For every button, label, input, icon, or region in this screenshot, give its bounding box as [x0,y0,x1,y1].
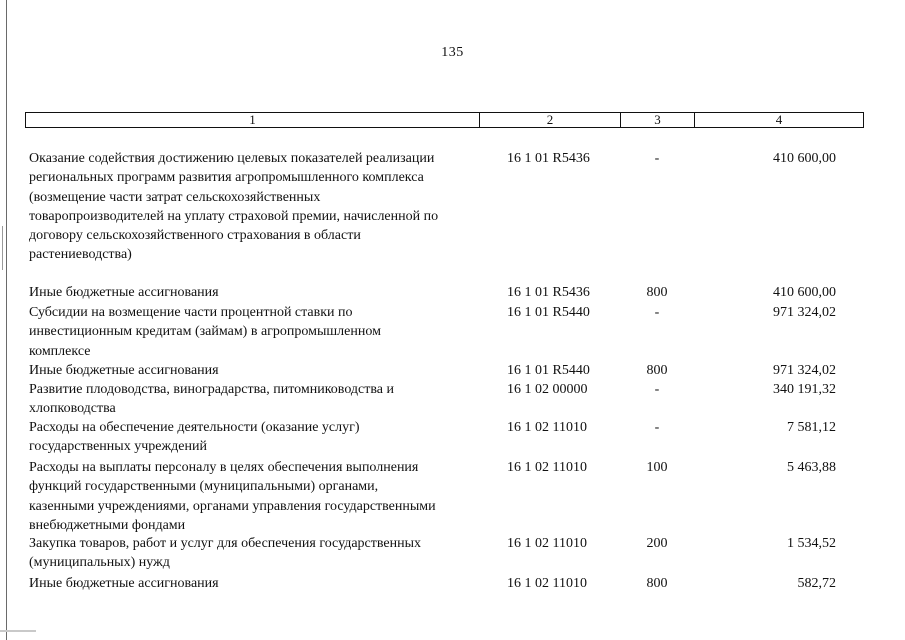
description-line: Иные бюджетные ассигнования [29,363,219,378]
header-col-3: 3 [621,113,695,127]
row-code: 16 1 02 11010 [507,420,587,435]
description-line: растениеводства) [29,247,132,263]
description-line: товаропроизводителей на уплату страховой премии, начисленной по [29,208,439,224]
row-amount: 971 324,02 [773,305,836,320]
description-line: инвестиционным кредитам (займам) в агропромышленном [29,324,381,340]
description-line: Иные бюджетные ассигнования [29,285,219,300]
row-code: 16 1 01 R5440 [507,305,590,320]
row-amount: 971 324,02 [773,363,836,378]
row-amount: 5 463,88 [787,460,836,475]
row-expense-type: 800 [646,285,668,300]
description-line: комплексе [29,343,91,359]
row-amount: 7 581,12 [787,420,836,435]
row-amount: 410 600,00 [773,151,836,166]
description-line: Иные бюджетные ассигнования [29,576,219,591]
row-description [29,283,479,302]
description-line: (возмещение части затрат сельскохозяйственных [29,189,321,205]
description-line: (муниципальных) нужд [29,555,170,571]
row-code: 16 1 02 00000 [507,382,588,397]
row-expense-type: 200 [646,536,668,551]
row-amount: 582,72 [797,576,836,591]
row-code: 16 1 02 11010 [507,536,587,551]
row-code: 16 1 02 11010 [507,576,587,591]
row-code: 16 1 01 R5436 [507,285,590,300]
description-line: договору сельскохозяйственного страхования в области [29,228,361,244]
description-line: Субсидии на возмещение части процентной ставки по [29,305,353,320]
row-expense-type: - [654,382,660,397]
row-description [29,380,479,419]
left-margin-mark [2,226,3,270]
description-line: Расходы на выплаты персоналу в целях обеспечения выполнения [29,460,419,475]
row-description [29,303,479,361]
row-description [29,149,479,265]
left-margin-rule [6,0,7,640]
description-line: казенными учреждениями, органами управления государственными [29,498,436,514]
row-description [29,534,479,573]
row-amount: 340 191,32 [773,382,836,397]
row-expense-type: - [654,151,660,166]
budget-table [25,112,864,591]
description-line: хлопководства [29,401,116,417]
row-code: 16 1 02 11010 [507,460,587,475]
row-expense-type: - [654,420,660,435]
description-line: государственных учреждений [29,439,207,455]
description-line: Оказание содействия достижению целевых показателей реализации [29,151,435,166]
row-expense-type: - [654,305,660,320]
description-line: функций государственными (муниципальными) органами, [29,479,379,495]
row-description [29,418,479,457]
page-number: 135 [441,45,464,60]
description-line: внебюджетными фондами [29,517,186,533]
row-amount: 410 600,00 [773,285,836,300]
description-line: Закупка товаров, работ и услуг для обеспечения государственных [29,536,422,551]
table-header-row [25,112,864,128]
row-code: 16 1 01 R5436 [507,151,590,166]
row-expense-type: 800 [646,363,668,378]
row-code: 16 1 01 R5440 [507,363,590,378]
page-edge-mark [0,630,36,632]
row-expense-type: 100 [646,460,668,475]
row-description [29,458,479,535]
header-col-4: 4 [775,112,783,127]
row-expense-type: 800 [646,576,668,591]
row-description [29,361,479,380]
description-line: Развитие плодоводства, виноградарства, питомниководства и [29,382,395,397]
row-description [29,574,479,593]
row-amount: 1 534,52 [787,536,836,551]
header-col-2: 2 [480,113,621,127]
description-line: Расходы на обеспечение деятельности (оказание услуг) [29,420,360,435]
description-line: региональных программ развития агропромышленного комплекса [29,170,424,186]
header-col-1: 1 [26,113,480,127]
